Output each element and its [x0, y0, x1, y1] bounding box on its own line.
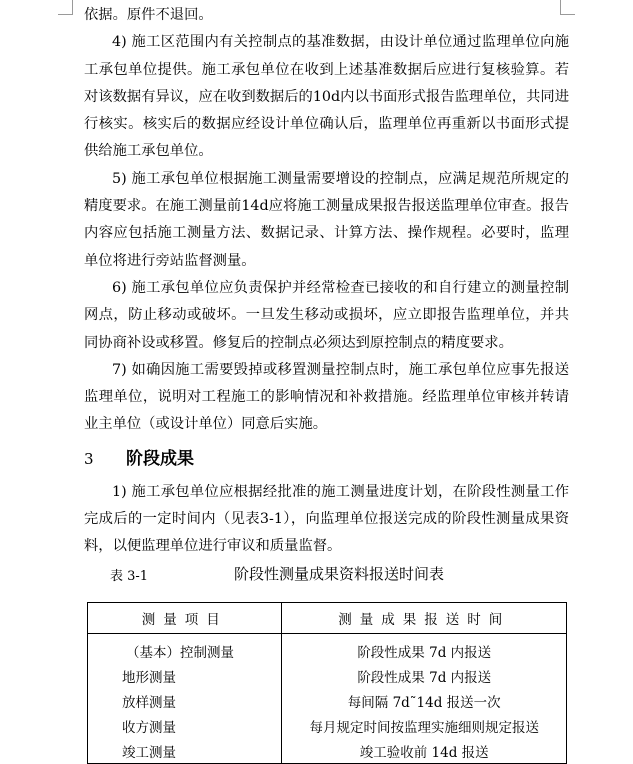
- table-number: 表 3-1: [110, 568, 149, 584]
- cell-item: 放样测量: [88, 688, 282, 713]
- table-row: [88, 713, 567, 738]
- section-number: 3: [84, 449, 94, 468]
- header-item: 测量项目: [88, 603, 282, 634]
- cell-time: 阶段性成果 7d 内报送: [357, 644, 492, 661]
- submission-schedule-table: [87, 602, 567, 764]
- document-body: [84, 2, 569, 587]
- section-heading: [84, 439, 569, 479]
- table-row: [88, 738, 567, 764]
- cell-item: （基本）控制测量: [88, 634, 282, 664]
- cell-item: 竣工测量: [88, 738, 282, 764]
- cell-time: 每月规定时间按监理实施细则规定报送: [309, 719, 539, 736]
- cell-item: 地形测量: [88, 663, 282, 688]
- table-header-row: [88, 603, 567, 634]
- paragraph-item-7: 7) 如确因施工需要毁掉或移置测量控制点时，施工承包单位应事先报送监理单位，说明对工程施工的影响情况和补救措施。经监理单位审核并转请业主单位（或设计单位）同意后实施。: [84, 361, 569, 433]
- paragraph-item-6: 6) 施工承包单位应负责保护并经常检查已接收的和自行建立的测量控制网点，防止移动或破坏。一旦发生移动或损坏，应立即报告监理单位，并共同协商补设或移置。修复后的控制点必须达到原控制点的精度要求。: [84, 279, 569, 351]
- cell-time: 竣工验收前 14d 报送: [359, 744, 489, 761]
- table-title: 阶段性测量成果资料报送时间表: [234, 564, 445, 583]
- paragraph-item-5: 5) 施工承包单位根据施工测量需要增设的控制点，应满足规范所规定的精度要求。在施工测量前14d应将施工测量成果报告报送监理单位审查。报告内容应包括施工测量方法、数据记录、计算方法、操作规程。必要时，监理单位将进行旁站监督测量。: [84, 170, 569, 269]
- section-title: 阶段成果: [126, 448, 194, 469]
- page-corner-mark-left: [58, 0, 73, 15]
- section-paragraph: 1) 施工承包单位应根据经批准的施工测量进度计划，在阶段性测量工作完成后的一定时间内（见表3-1），向监理单位报送完成的阶段性测量成果资料，以便监理单位进行审议和质量监督。: [84, 483, 569, 555]
- table-row: [88, 663, 567, 688]
- table-caption: [84, 561, 569, 587]
- table-row: [88, 688, 567, 713]
- cell-item: 收方测量: [88, 713, 282, 738]
- cell-time: 阶段性成果 7d 内报送: [357, 669, 492, 686]
- cell-time: 每间隔 7d˜14d 报送一次: [347, 694, 501, 711]
- paragraph-item-4: 4) 施工区范围内有关控制点的基准数据，由设计单位通过监理单位向施工承包单位提供。施工承包单位在收到上述基准数据后应进行复核验算。若对该数据有异议，应在收到数据后的10d内以书面形式报告监理单位，共同进行核实。核实后的数据应经设计单位确认后，监理单位再重新以书面形式提供给施工承包单位。: [84, 34, 569, 160]
- paragraph-continuation: 依据。原件不退回。: [84, 7, 213, 23]
- table-row: [88, 634, 567, 664]
- header-time: 测量成果报送时间: [282, 603, 567, 634]
